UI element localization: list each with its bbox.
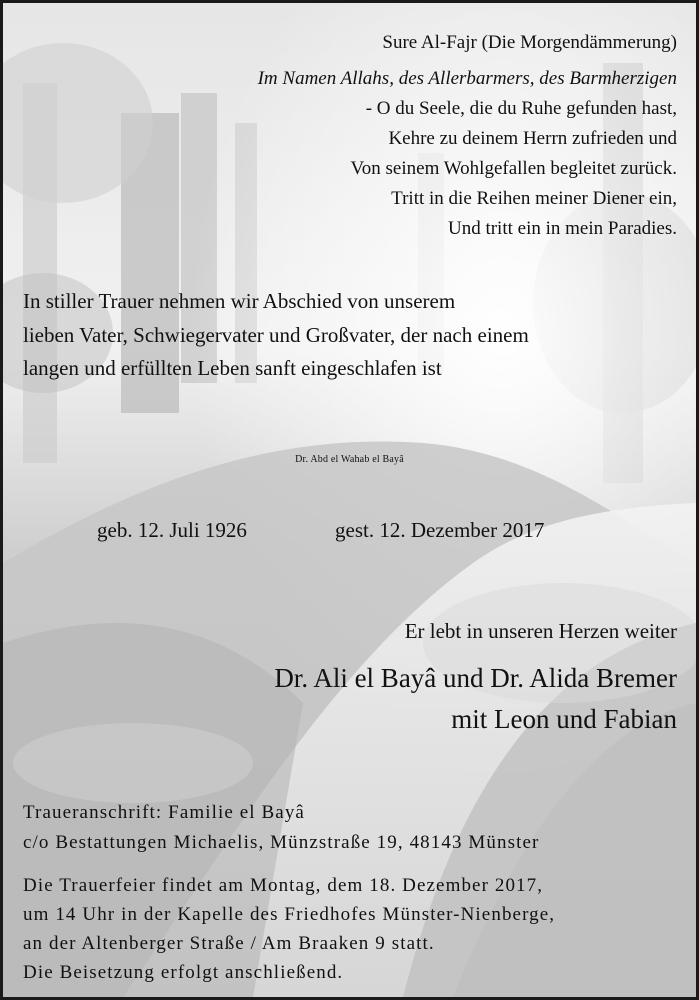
death-date: gest. 12. Dezember 2017 — [335, 518, 545, 542]
family-line: mit Leon und Fabian — [451, 704, 677, 734]
birth-date: geb. 12. Juli 1926 — [97, 518, 247, 542]
ceremony-line: Die Trauerfeier findet am Montag, dem 18. Dezember 2017, — [23, 875, 544, 896]
intro-line: langen und erfüllten Leben sanft eingeschlafen ist — [23, 356, 442, 380]
verse-line: Tritt in die Reihen meiner Diener ein, — [391, 188, 677, 209]
ceremony-line: Die Beisetzung erfolgt anschließend. — [23, 962, 344, 983]
deceased-name: Dr. Abd el Wahab el Bayâ — [295, 454, 404, 465]
verse-bismillah: Im Namen Allahs, des Allerbarmers, des Barmherzigen — [257, 68, 677, 89]
verse-line: - O du Seele, die du Ruhe gefunden hast, — [365, 98, 677, 119]
ceremony-line: an der Altenberger Straße / Am Braaken 9 statt. — [23, 933, 435, 954]
motto: Er lebt in unseren Herzen weiter — [404, 619, 677, 643]
notice-text — [3, 3, 696, 997]
address-line: c/o Bestattungen Michaelis, Münzstraße 19, 48143 Münster — [23, 832, 540, 853]
intro-line: In stiller Trauer nehmen wir Abschied von unserem — [23, 289, 456, 313]
address-line: Traueranschrift: Familie el Bayâ — [23, 802, 305, 823]
verse-line: Kehre zu deinem Herrn zufrieden und — [388, 128, 677, 149]
ceremony-line: um 14 Uhr in der Kapelle des Friedhofes Münster-Nienberge, — [23, 904, 556, 925]
intro-line: lieben Vater, Schwiegervater und Großvater, der nach einem — [23, 323, 529, 347]
verse-heading: Sure Al-Fajr (Die Morgendämmerung) — [382, 32, 677, 53]
verse-line: Und tritt ein in mein Paradies. — [447, 218, 677, 239]
verse-line: Von seinem Wohlgefallen begleitet zurück. — [350, 158, 677, 179]
family-line: Dr. Ali el Bayâ und Dr. Alida Bremer — [274, 663, 677, 693]
